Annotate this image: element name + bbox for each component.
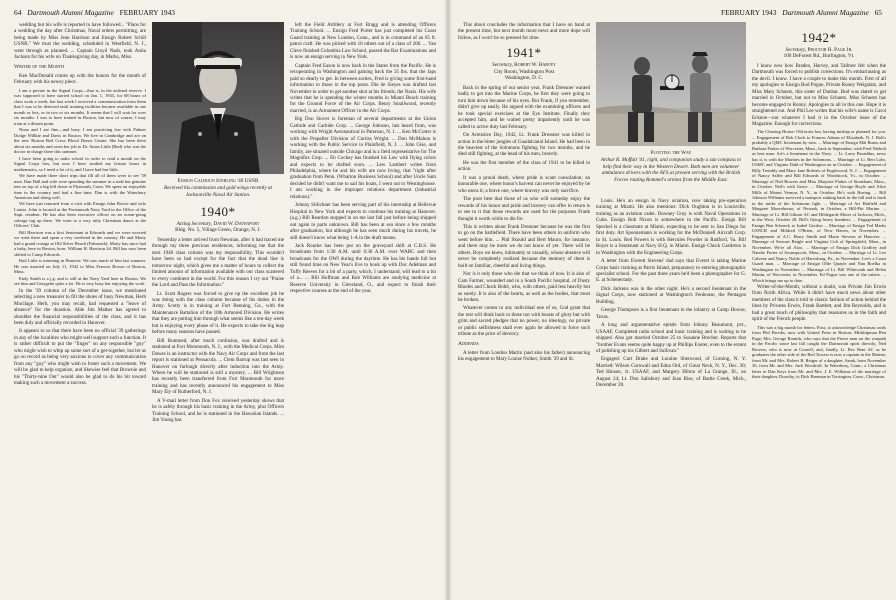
secretary-name: Robert W. Harvey bbox=[514, 61, 556, 68]
caption-text: Received his commission and gold wings recently at Jacksonville Naval Air Station. bbox=[163, 184, 272, 198]
paragraph: Ken MacDonald comes up with the honors for the month of February with his newsy piece. bbox=[14, 72, 146, 86]
left-publication-name: Dartmouth Alumni Magazine bbox=[27, 8, 114, 17]
ensign-photo-caption bbox=[152, 178, 284, 198]
paragraph: Yesterday a letter arrived from Newman, after it had traced me through my three previous residences, informing me that the next 1940 class column was my responsibility. This wouldn't have been so bad except for the fact that the dead line is tomorrow night, which gives me a matter of hours to collect the limited amount of information available with our class scattered to every continent in the world. For this reason I cry out "Praise the Lord and Pass the Information." bbox=[152, 236, 284, 289]
right-page-number: 65 bbox=[874, 8, 882, 17]
class-year-1942: 1942* bbox=[801, 30, 837, 45]
secretary-address: 100 DeForest Rd., Burlington, Vt. bbox=[783, 53, 855, 60]
paragraph: On Armistice Day, 1942, Lt. Frank Dressner was killed in action in the bitter jungles of Guadalcanal Island. He had been in the heaviest of the Solomons fighting for two months, and he died still fighting, at the head of his men, bravely. bbox=[458, 132, 590, 158]
right-column-3 bbox=[752, 22, 886, 592]
left-column-1 bbox=[14, 22, 146, 592]
paragraph: In the '39 column of the December issue, we mentioned selecting a new treasurer to fill the shoes of busy Newman, Herb Mucilage. Herb, you may recall, had requested a "leave of absence" for the duration. Able Jim Mather has agreed to shoulder the financial responsibilities of the class, and it has been duly and officially recorded in Hanover. bbox=[14, 287, 146, 326]
caption-name: Ensign Calhoun Sterling '40 USNR bbox=[177, 178, 259, 184]
paragraph: Johnny Stilichner has been serving part of his internship at Bellevue Hospital in New York and expects to continue his training at Hanover. (a.g.) Bill Reardon stopped in on me last fall just before being shipped out again to parts unknown. Bill has been at sea since a few months after graduation, but although he has seen much during his travels, he still doesn't know what being 1-A in the draft means. bbox=[290, 202, 436, 241]
caption-title: Plotting the Way bbox=[650, 150, 692, 156]
paragraph: Bill Harrison was a first lieutenant at Edwards and we were worried we went there and spent a very weekend in the country. He and Marty had a grand cottage at Old Silver Beach (Falmouth). Marty has since had a baby, here in Boston, born. William H. Harrison 2d. Bill has now been shifted to Camp Edwards. bbox=[14, 229, 146, 257]
paragraph: Big Don Stover is foreman of several departments at the Union Carbide and Carbide Corp. ... George Johnson, last heard from, was working with Wright Aeronautical in Paterson, N. J. ... Ken McCotter is with the Propeller Division of Curtiss Wright. ... Don McMahon is working with the Public Service in Plainfield, N. J. ... John Gise, and family, are situated outside Chicago and is a field representative for The Magnifux Corp. ... Eb Cockey has finished his Law with flying colors and expects to be drafted soon. ... Lew Lambert writes from Philadelphia, where he and his wife are now living, that "right after graduation from Penn. (Wharton Business School) and after Uncle Sam decided he didn't want me to sail his boats, I went out to Westinghouse. I am working in the improper relations department (industrial relations)." bbox=[290, 116, 436, 200]
paragraph: Nor is it only those who die that we think of now. It is also of Cam Farmer, wounded and in a South Pacific hospital, of Dusty Rhodes and Chuck Bolté, who, with others, paid less heavily but as surely. It is also of the hearts, as well as the bodies, that must be broken. bbox=[458, 271, 590, 303]
paragraph: This about concludes the information that I have on hand at the present time, but next month more news and more dope will follow, as I won't be so pressed for time. bbox=[458, 22, 590, 41]
paragraph: This is written about Frank Dressner because he was the first to go on the battlefield. There have been others in uniform who went before him. ... Phil Skould and Bert Mauro, for instance, and there may be more we do not know of yet. There will be others. Boys we knew, intimately or casually, whose absence will never be completely realized because the memory of them is built on familiar, cheerful and living things. bbox=[458, 224, 590, 269]
paragraph: He was the first member of the class of 1941 to be killed in action. bbox=[458, 159, 590, 173]
ensign-sterling-photo bbox=[152, 22, 284, 174]
class-year-1940: 1940* bbox=[200, 204, 236, 219]
paragraph: I am a private in the Signal Corps—that is, in the enlisted reserve. I was supposed to have started school on Jan. 1, 1943, for 68 hours of class work a week; but last week I received a communication from them that I was to be detected until training facilities became available in one month or less, or in two or six months. It seems that I will wait for over six months. I was to have trained in Boston, but now of course, I may train at a distant point. bbox=[14, 87, 146, 126]
paragraph: Bud Little is interning in Hanover. We saw much of him last summer. He was married on July 11, 1942 to Miss Frances Brown of Boston, Mass. bbox=[14, 258, 146, 275]
paragraph: It appears to us that there have been no official '39 gatherings in any of the localities who might well support such a function. It is rather difficult to put the "finger" on any responsible "guy" who might wish to whip up some sort of a get-together, but let us go on record as being very anxious to cover any communication from any "guy" who might wish to foster such a movement. We will be glad to help organize, and likewise feel that Brownie and his "Thirty-nine Out" would also be glad to do his bit toward making such a movement a success. bbox=[14, 328, 146, 387]
paragraph: The Clearing House: Old notes but, having mishap or planned for you. ... Engagement of Bob Clock to Frances Adams of Elizabeth, N. J. Bob's probably a QMC lieutenant by now. ... Marriage of Ensign Mal Burns and Barbara Parker of Worcester, Mass., back in September, with Fred Niebolt as best man. Art's a lieutenant in the Navy. ... Lt. Larry Broaddus, news has it, is with the Marines in the Solomons. ... Marriage of Lt. Bert Lohr, USMC and Virginia Dahl of Washington on in October. ... Engagement of Billy Trembly and Mary Jane Roberts of Englewood, N. J. ... Engagement of Nancy Saffer and Bill Edwards of Woodstock, Vt., in October. ... Marriage of Ned Bowers and Miss Marjorie Flakes of Stoneham, Mass., in October. Ned's with Grace. ... Marriage of George Boyle and Alice Mills of Mount Vernon, N. Y., in October. He's with Boeing. ... Bill Johnson Williams survived a transport sinking back in the fall and is back in the midst of the Solomons fight. ... Marriage of Art Hatfield and Margaret Moorehouse, of Newark, in October, a Hill-Pitt Marine. ... Marriage of Lt. Bill Gibson AC and Hildegarde Moter of Jackson, Mich., in the West, October 28. Bill's flying heavy bombers. ... Engagement of Ensign Ben Schneck to Isabel Gordon ... Marriage of Ensign Ted Marks USNCR and Mildred O'Brien, of New Haven, in November. ... Engagement of A.C. Harry Smith and Marie Stevens of Hanover. ... Marriage of Stewart Reigle and Virginia Colt of Springfield, Mass., in November. We're all Alox. ... Marriage of Ensign Dick Godfrey and Natalie Porter of Swampscott, Mass., in October. ... Marriage of Lt. Lee Calvene and Nancy Noble of Harrisburg, Pa., in November. Lee's a Coast Guard man. ... Marriage of Ensign Ollie Quayle and Nan Roelka in Washington in November. ... Marriage of Lt. Bill Whitcomb and Helen Martin, of Worcester, in November. Ed Pogue was one of the ushers. ... Which brings me up to date. bbox=[752, 129, 886, 283]
secretary-name: David W. Davenport bbox=[213, 220, 260, 227]
plotting-photo-caption bbox=[596, 150, 746, 184]
paragraph: Engaged: Curt Drake and Loraine Sherwood, of Corning, N. Y. Married: Wilson Cornwall and Edna Ord, of Great Neck, N. Y., Dec. 30; Ted Hinson, 1t. USAAF, and Margery Hilton of La Grange, Ill., on August 24; Lt. Don Salisbury and Joan Rise, of Battle Creek, Mich., December 28. bbox=[596, 356, 746, 389]
paragraph: We have just returned from a visit with Ensign John Bowie and wife Louise. John is located at the Portsmouth Navy Yard in the Office of the Supt. resident. He has also been executive officer on an ocean-going salvage tug up there. We went to a very nifty Christmas dance at the Officers' Club. bbox=[14, 201, 146, 229]
paragraph: Nono and I are fine—and busy. I am practicing law with Palmer Dodge Willkie and Davis in Boston. We live in Cambridge and are on the new Boston Red Cross Blood Donor Center. She has been there about six months and owes her job to Dr. Amos Little (Bud) who was the doctor in charge there this summer. bbox=[14, 127, 146, 155]
addenda-heading: Addenda bbox=[458, 340, 479, 347]
left-column-3 bbox=[290, 22, 436, 592]
paragraph: Dick Jackens was in the other night. He's a second lieutenant in the Signal Corps, now stationed at Washington's Fenhouse, the Pentagon Building. bbox=[596, 285, 746, 305]
secretary-label: Secretary, bbox=[785, 46, 807, 53]
paragraph: Whatever comes to any individual one of us, God grant that the rest will think back to these not with boasts of glory but with grim and sacred pledges that no power, no ideology, no private or public selfishness shall ever again be allowed to force such tribute as the price of decency. bbox=[458, 305, 590, 338]
right-publication-name: Dartmouth Alumni Magazine bbox=[782, 8, 869, 17]
paragraph: left the Field Artillery at Fort Bragg and is attending Officers Training School. ... Ensign Fred Porter has just completed his Coast Guard training at New London, Conn., and is in command of an 85 ft. patrol craft. He was picked with 10 others out of a class of 200. ... Van Cleve finished Columbia Law School, passed the Bar Examinations and is now an ensign serving in New York. bbox=[290, 22, 436, 61]
right-page bbox=[448, 0, 896, 600]
left-column-2 bbox=[152, 200, 284, 592]
clearing-house-notes bbox=[752, 129, 886, 283]
desert-photo-icon bbox=[596, 22, 746, 146]
secretary-address-line-2: Washington, D. C. bbox=[504, 75, 544, 82]
paragraph: A letter from Everett Stevens' dad says that Everet is taking Marine Corps basic training at Parris Island, preparatory to entering photographic specialist school. For the past three years he'd been a photographer for G. E. at Schenectady. bbox=[596, 258, 746, 284]
paragraph: Writer-of-the-Month, without a doubt, was Private Jim Erwin from North Africa. While it didn't have much news about other members of the class it told in classic fashion of action behind the lines by Privates Erwin, Frank Bartlett, and Jim Reynolds, and is had a great touch of philosophy that reassures us in the faith and spirit of the French people. bbox=[752, 284, 886, 323]
paragraph: Bill Bummed, after much confusion, was drafted and is stationed at Fort Monmouth, N. J., with the Medical Corps. Mim Dawes is an instructor with the Navy Air Corps and from the last report is stationed at Pensacola. ... Clem Barrup was last seen in Hanover on furlough directly after induction into the Army. Where he will be stationed is still a mystery. ... Bill Wrightson has recently been transferred from Fort Monmouth for more training and has recently announced his engagement to Miss Mary Ely of Rutherford, N. J. bbox=[152, 337, 284, 396]
caption-text: Arthur R. Moffatt '41, right, and companion study a sun compass to help find their way in the Western Desert. Both men are volunteer ambulance drivers with the AFS at present serving with the British Forces routing Rommel's armies from the Middle East. bbox=[600, 156, 742, 183]
plotting-the-way-photo bbox=[596, 22, 746, 146]
paragraph: Louis. He's an ensign in Navy aviation, now taking pre-operation training at Miami. He also mentions: Dick Oughton is in Louisville, training as an aviation cadet. Downey Gray is with Naval Operations in Cuba. Ensign Bob Nixon is somewhere in the Pacific. Ensign Bill Speckel is a classmate at Miami, expecting to be sent to San Diego for first duty. Art Spoonemann is working for the McDonnell Aircraft Corp. in St. Louis. Red Powers is with Hercules Powder in Radford, Va. Bill Boyer is a lieutenant at Navy H.Q. in Miami. Ensign Chuck Castleton is in Washington with the Engineering Corps. bbox=[596, 198, 746, 256]
right-page-header bbox=[462, 8, 882, 17]
secretary-address-line-1: City Room, Washington Post bbox=[493, 68, 555, 75]
class-1941-heading bbox=[458, 45, 590, 82]
right-issue-date: FEBRUARY 1943 bbox=[721, 8, 777, 17]
section-heading: Writer of the Month bbox=[14, 63, 65, 70]
paragraph: This was a big month for letters. First, to acknowledge Christmas cards from Phil Brooks, now with United Press in Boston; Midshipman Ben Page; Mrs. George Rounds, who says that the Pierce man on the warpath in the Pacific since last fall caught the Dartmouth spirit directly; Ned Bowers, who is now at Cornell; and, finally, Lt. Bev Bent AC as he graduates the other side of the Red Towers is now a captain in the Marine; from Mr. and Mrs. Robert R. Reiger of a daughter, Sarah, born November 30, from Mr. and Mrs. Jack Woodruff. In Waterbury, Conn.; a Christmas letter to Dan Keys from Mr. and Mrs. J. E. Williams of the marriage of their daughter, Dorothy, to Dick Brennan in Torrington, Conn., Christmas bbox=[752, 324, 886, 380]
paragraph: I have been going to radio school in order to read a month on the Signal Corps box, but now I have studied my leisure hours in mathematics, so I need a lot of it, and I have had but little. bbox=[14, 155, 146, 172]
left-issue-date: FEBRUARY 1943 bbox=[119, 8, 175, 17]
paragraph: A letter from London Martin (and also his father) announcing his engagement to Mary Louise Nolker, Smith '39 and St. bbox=[458, 349, 590, 363]
secretary-label: Acting Secretary, bbox=[176, 220, 213, 227]
class-1940-heading bbox=[152, 204, 284, 234]
secretary-name: Proctor H. Page Jr. bbox=[807, 46, 853, 53]
page-gutter bbox=[444, 0, 452, 600]
paragraph: A V-mail letter from Don Fox received yesterday shows that he is safely through his basic training in the Army, plus Officers Training School, and he is stationed in the Hawaiian Islands. ... Jim Young has bbox=[152, 397, 284, 424]
paragraph: George Thompson is a first lieutenant in the infantry at Camp Howze, Texas. bbox=[596, 307, 746, 320]
paragraph: It was a proud death, where pride is scant consolation; an honorable one, where honor's harvest can never be enjoyed by he who earns it; a brave one, where bravery was only sacrifice. bbox=[458, 174, 590, 194]
secretary-label: Secretary, bbox=[492, 61, 513, 68]
letters-notes bbox=[752, 325, 886, 380]
left-page-number: 64 bbox=[14, 8, 22, 17]
portrait-photo-icon bbox=[152, 22, 284, 174]
paragraph: Lt. Scott Rogers was forced to give up the excellent job he was doing with the class column because of his duties in the Army. Scotty is in training at Fort Benning, Ga., with the Maintenance Battalion of the 10th Armored Division. He writes that they are putting him through what seems like a ten-day week but is enjoying every phase of it. He expects to take the big leap before many seasons have passed. bbox=[152, 290, 284, 336]
paragraph: Back in the spring of our senior year, Frank Dressner wanted badly to get into the Marine Corps, he first they were going to turn him down because of his eyes. But Frank, if you remember, didn't give up easily. He argued with the examining officers and he took special exercises at the Eye Institute. Finally they accepted him, and he waited pretty impatiently until he was called to active duty last February. bbox=[458, 84, 590, 130]
right-column-1 bbox=[458, 22, 590, 592]
paragraph: Jack Rourke has been put on the graveyard shift at C.B.S. He broadcasts from 1:30 A.M. until 6:30 A.M. over WABC and then broadcasts for the OWI during the daytime. He has his hands full but still found time on New Year's Eve to hook up with Doc Adelman and Tuffy Reeves for a bit of a party, which, I understand, will lead to a bit of a... ... Bill Hoffman and Bob Williams are studying medicine at Reserve University in Cleveland, O., and expect to finish their respective courses at the end of the year. bbox=[290, 242, 436, 295]
paragraph: wedding but his wife is reported to have followed... "Plans for a wedding the day after Christmas, Naval orders permitting, are being made by Miss Jean Harrison and Ensign Robert Schill USNR." We trust the wedding, scheduled in Westfield, N. J., went through as planned. ... Captain Lloyd Nash, took Anita Jackson for his wife on Thanksgiving day, in Marks, Miss. bbox=[14, 22, 146, 61]
class-year-1941: 1941* bbox=[506, 45, 542, 61]
secretary-address: Bldg. No. 5, Village Green, Orange, N. J. bbox=[175, 227, 261, 234]
paragraph: I know now how Braden, Harvey, and Tallmer felt when the Dartmouth was forced to publish corrections. It's embarrassing as the devil. I know. I have a couple to make this month. First of all my apologies to Ensign Bud Pogue, Private Ronny Weigstatz, and Miss Mary Schuetz, this sister of Dunbar. Bud was slated to get married in October, but not to Miss Schuetz. Miss Schuetz has become engaged to Ronny. Apologies to all in this one. Hope it is straightened out. And Phil Lee writes that his wife's name is Carol Ecknoe—not whatever I had it in the October issue of the Magazine. Enough for corrections. bbox=[752, 62, 886, 128]
paragraph: Endy Smith is a j.g. and is still at the Navy Yard here in Boston. We see him and Georgette quite a lot. He is very busy but enjoying the work. bbox=[14, 275, 146, 287]
class-1942-heading bbox=[752, 30, 886, 60]
paragraph: Captain Fred Eason is now back in the States from the Pacific. He is recuperating in Washington and gaining back the 35 lbs. that the Japs paid so dearly to get. In between sorties, Fred is giving some first-hand information to those in the top posts. Die de Sieyes was drafted last November in order to get another shot at his friends, the Nazis. His wife writes that he is spending the winter months in Miami Beach training for the Ground Force of the Air Corps. Benry Smallwood, recently married, is an Armament Officer in the Air Corps. bbox=[290, 62, 436, 114]
right-column-2 bbox=[596, 198, 746, 592]
paragraph: We have made three short trips that fill all of them were to see '39 men. Dan Hall and wife were spending the summer in a rude but genuine tent on top of a big hill down at Plymouth, Conn. We spent an enjoyable time in the country and had a fine time. Dan is with the Waterbury American and doing well. bbox=[14, 173, 146, 200]
paragraph: The poor best that those of us who will someday enjoy the rewards of his honor and pride and bravery can offer in return is to see to it that those rewards are used for the purposes Frank thought it worth while to die for. bbox=[458, 196, 590, 222]
paragraph: A long and argumentative epistle from Johnny Beaumont, pvt., USAAF, Completed radio school and basic training and is waiting to be shipped. Also got married October 25 to Susanne Brecher. Reports that "brother Evans seems quite happy up at Phillips Exeter, even to the extent of polishing up his Gilbert and Sullivan." bbox=[596, 322, 746, 354]
left-page-header bbox=[14, 8, 434, 17]
letter-excerpt bbox=[14, 88, 146, 287]
